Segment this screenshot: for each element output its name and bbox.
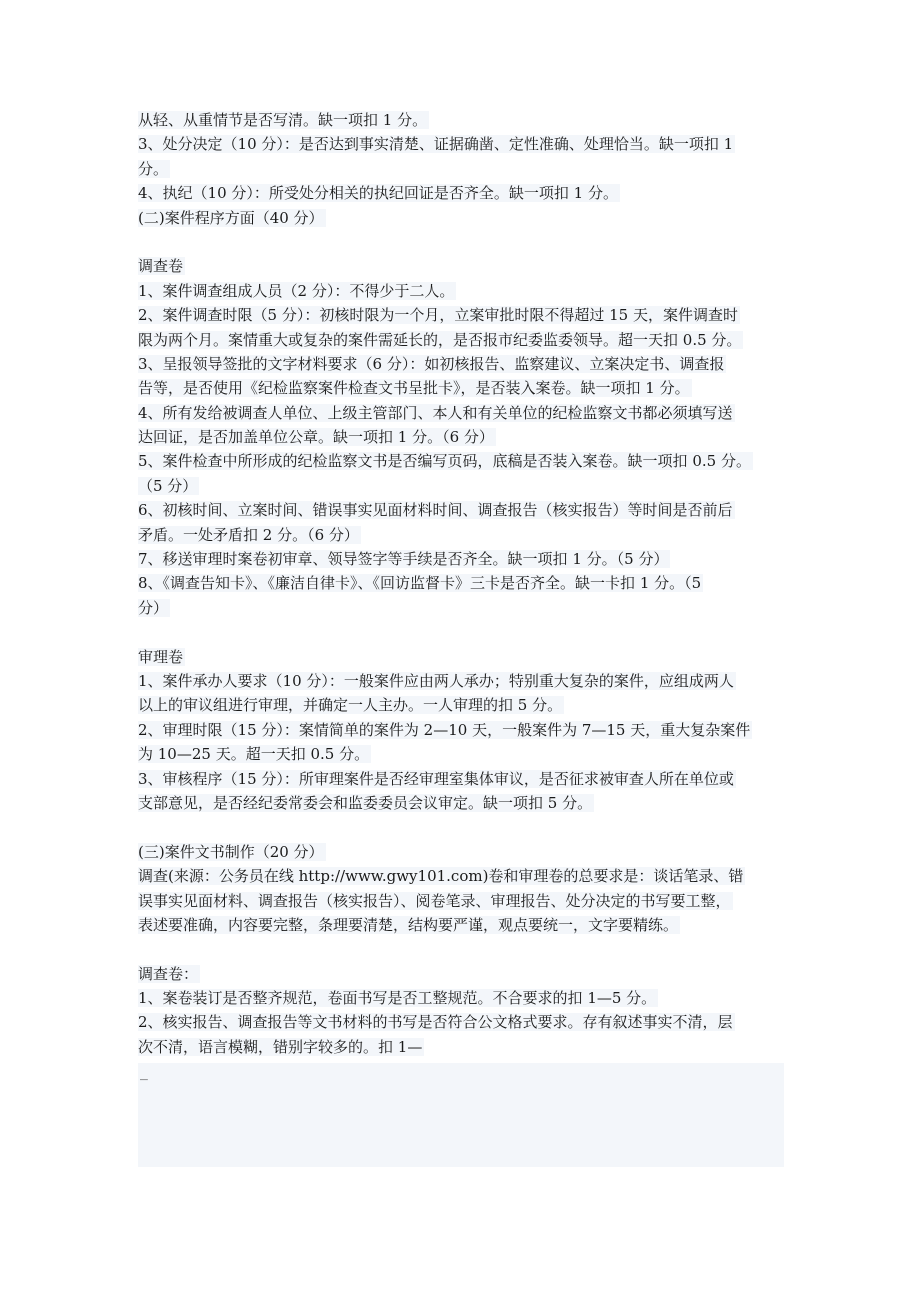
text-line (138, 889, 784, 913)
text-line (138, 718, 784, 742)
text-line (138, 596, 784, 620)
text-line-content: 表述要准确，内容要完整，条理要清楚，结构要严谨，观点要统一，文字要精练。 (138, 915, 679, 934)
text-line (138, 352, 784, 376)
document-body (138, 108, 784, 1059)
text-line-content: 2、审理时限（15 分）：案情简单的案件为 2—10 天，一般案件为 7—15 天，重大复杂案件 (138, 720, 751, 739)
text-line (138, 328, 784, 352)
text-line (138, 864, 784, 888)
text-line (138, 571, 784, 595)
text-line-content: 2、案件调查时限（5 分）：初核时限为一个月，立案审批时限不得超过 15 天，案件调查时 (138, 306, 738, 325)
text-line-content: 3、呈报领导签批的文字材料要求（6 分）：如初核报告、监察建议、立案决定书、调查报 (138, 354, 725, 373)
text-line (138, 108, 784, 132)
text-line (138, 206, 784, 230)
text-line (138, 791, 784, 815)
text-line-content: 6、初核时间、立案时间、错误事实见面材料时间、调查报告（核实报告）等时间是否前后 (138, 501, 733, 520)
text-line-content: 3、审核程序（15 分）：所审理案件是否经审理室集体审议，是否征求被审查人所在单位或 (138, 769, 734, 788)
text-line (138, 157, 784, 181)
text-line (138, 254, 784, 278)
text-line-content: 以上的审议组进行审理，并确定一人主办。一人审理的扣 5 分。 (138, 696, 563, 715)
trailing-underscore: _ (140, 1066, 148, 1081)
text-line (138, 962, 784, 986)
text-line (138, 547, 784, 571)
text-line-content: 1、案件承办人要求（10 分）：一般案件应由两人承办；特别重大复杂的案件，应组成两人 (138, 671, 734, 690)
text-line (138, 840, 784, 864)
text-line-content: 限为两个月。案情重大或复杂的案件需延长的，是否报市纪委监委领导。超一天扣 0.5 分。 (138, 330, 742, 349)
text-line-content: 审理卷 (138, 647, 184, 666)
text-line-content: 为 10—25 天。超一天扣 0.5 分。 (138, 745, 370, 764)
text-line-content: 1、案件调查组成人员（2 分）：不得少于二人。 (138, 281, 455, 300)
text-line-content: 分。 (138, 159, 169, 178)
text-line (138, 1010, 784, 1034)
text-line-content: 误事实见面材料、调查报告（核实报告）、阅卷笔录、审理报告、处分决定的书写要工整， (138, 891, 731, 910)
text-line-content: 分） (138, 598, 169, 617)
text-line-content: 3、处分决定（10 分）：是否达到事实清楚、证据确凿、定性准确、处理恰当。缺一项扣 1 (138, 135, 734, 154)
text-line (138, 425, 784, 449)
text-line (138, 742, 784, 766)
text-line-content: 4、所有发给被调查人单位、上级主管部门、本人和有关单位的纪检监察文书都必须填写送 (138, 403, 733, 422)
blank-line (138, 620, 784, 644)
text-line (138, 449, 784, 473)
text-line (138, 376, 784, 400)
text-line-content: (三)案件文书制作（20 分） (138, 842, 324, 861)
text-line (138, 767, 784, 791)
text-line-content: 次不清，语言模糊，错别字较多的。扣 1— (138, 1037, 423, 1056)
text-line (138, 913, 784, 937)
text-line (138, 1035, 784, 1059)
text-line-content: 告等，是否使用《纪检监察案件检查文书呈批卡》，是否装入案卷。缺一项扣 1 分。 (138, 379, 690, 398)
text-line-content: 调查(来源：公务员在线 http://www.gwy101.com)卷和审理卷的总要求是：谈话笔录、错 (138, 867, 744, 886)
shaded-block (138, 1063, 784, 1167)
text-line (138, 523, 784, 547)
text-line-content: 矛盾。一处矛盾扣 2 分。（6 分） (138, 525, 359, 544)
text-line (138, 279, 784, 303)
text-line (138, 132, 784, 156)
text-line (138, 498, 784, 522)
text-line-content: 从轻、从重情节是否写清。缺一项扣 1 分。 (138, 111, 428, 129)
text-line-content: 调查卷 (138, 257, 184, 276)
blank-line (138, 230, 784, 254)
text-line (138, 986, 784, 1010)
text-line-content: 1、案卷装订是否整齐规范，卷面书写是否工整规范。不合要求的扣 1—5 分。 (138, 989, 657, 1008)
text-line-content: 5、案件检查中所形成的纪检监察文书是否编写页码，底稿是否装入案卷。缺一项扣 0.5 分。 (138, 452, 751, 471)
text-line-content: （5 分） (138, 476, 198, 495)
text-line-content: 7、移送审理时案卷初审章、领导签字等手续是否齐全。缺一项扣 1 分。（5 分） (138, 550, 669, 569)
text-line (138, 645, 784, 669)
blank-line (138, 815, 784, 839)
text-line-content: 2、核实报告、调查报告等文书材料的书写是否符合公文格式要求。存有叙述事实不清，层 (138, 1013, 733, 1032)
text-line-content: 支部意见，是否经纪委常委会和监委委员会议审定。缺一项扣 5 分。 (138, 793, 593, 812)
text-line (138, 181, 784, 205)
text-line-content: 调查卷： (138, 964, 199, 983)
text-line (138, 669, 784, 693)
text-line (138, 474, 784, 498)
text-line (138, 401, 784, 425)
blank-line (138, 937, 784, 961)
text-line (138, 303, 784, 327)
text-line-content: 达回证，是否加盖单位公章。缺一项扣 1 分。（6 分） (138, 428, 494, 447)
text-line-content: (二)案件程序方面（40 分） (138, 208, 324, 227)
text-line (138, 693, 784, 717)
text-line-content: 4、执纪（10 分）：所受处分相关的执纪回证是否齐全。缺一项扣 1 分。 (138, 184, 618, 203)
text-line-content: 8、《调查告知卡》、《廉洁自律卡》、《回访监督卡》三卡是否齐全。缺一卡扣 1 分。（5 (138, 574, 702, 593)
